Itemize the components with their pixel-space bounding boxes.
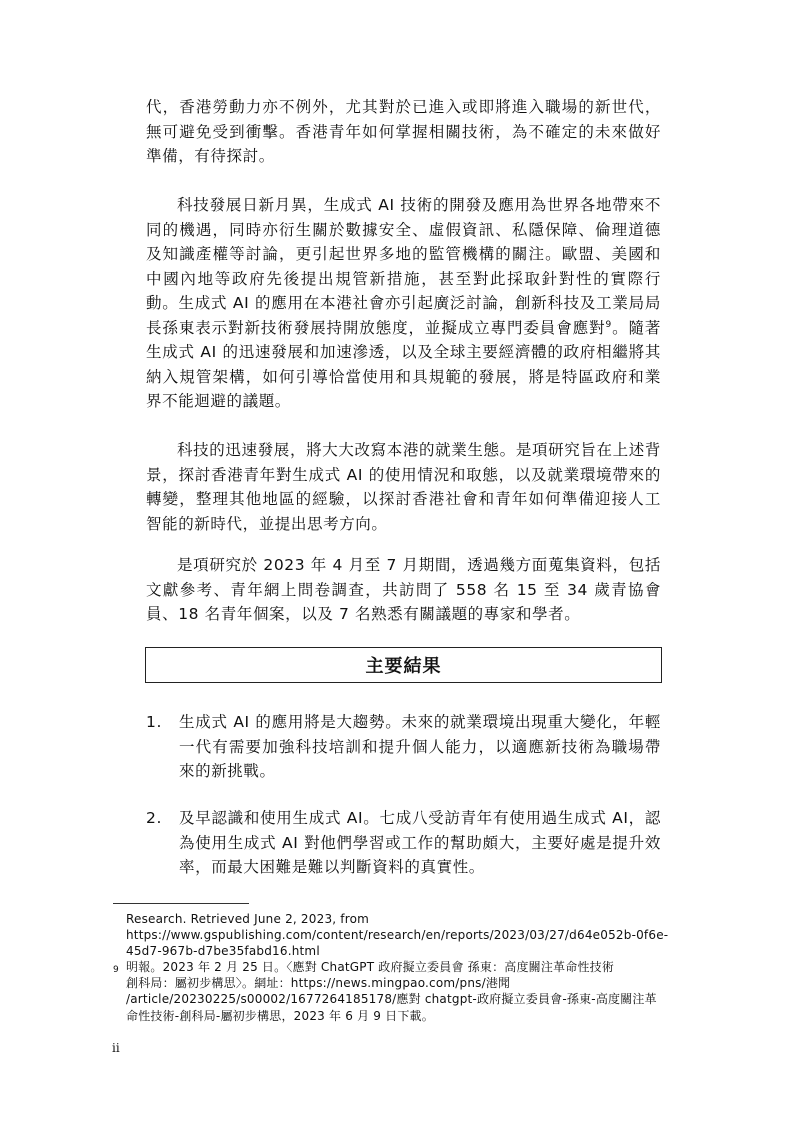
paragraph-3: 科技的迅速發展，將大大改寫本港的就業生態。是項研究旨在上述背景，探討香港青年對生成式 AI 的使用情況和取態，以及就業環境帶來的轉變，整理其他地區的經驗，以探討香港社會和青年如何準備迎接人工智能的新時代，並提出思考方向。: [146, 441, 661, 533]
footnote-9-number: 9: [113, 965, 119, 975]
footnote-line: Research. Retrieved June 2, 2023, from: [126, 912, 370, 926]
paragraph-2: [146, 193, 661, 414]
footnote-ref-9[interactable]: 9: [605, 319, 612, 330]
finding-text: 及早認識和使用生成式 AI。七成八受訪青年有使用過生成式 AI，認為使用生成式 AI 對他們學習或工作的幫助頗大，主要好處是提升效率，而最大困難是難以判斷資料的真實性。: [179, 809, 661, 876]
paragraph-2-text: 科技發展日新月異，生成式 AI 技術的開發及應用為世界各地帶來不同的機遇，同時亦衍生關於數據安全、虛假資訊、私隱保障、倫理道德及知識產權等討論，更引起世界多地的監管機構的關注。歐盟、美國和中國內地等政府先後提出規管新措施，甚至對此採取針對性的實際行動。生成式 AI 的應用在本港社會亦引起廣泛討論，創新科技及工業局局長孫東表示對新技術發展持開放態度，並擬成立專門委員會應對: [146, 196, 661, 337]
finding-item-1: [146, 710, 661, 784]
paragraph-4: 是項研究於 2023 年 4 月至 7 月期間，透過幾方面蒐集資料，包括文獻參考、青年網上問卷調查，共訪問了 558 名 15 至 34 歲青協會員、18 名青年個案，以及 7 名熟悉有關議題的專家和學者。: [146, 556, 661, 623]
footnote-continued: [126, 911, 669, 960]
footnote-divider: [113, 903, 249, 904]
finding-number: 1.: [146, 713, 162, 731]
finding-item-2: [146, 806, 661, 880]
section-heading: 主要結果: [365, 656, 442, 677]
footnote-line: 明報。2023 年 2 月 25 日。〈應對 ChatGPT 政府擬立委員會 孫東：高度關注革命性技術: [126, 960, 615, 974]
page-number: ii: [112, 1041, 120, 1055]
footnote-9: [126, 959, 666, 1024]
footnote-line: 命性技術-創科局-屬初步構思，2023 年 6 月 9 日下載。: [126, 1008, 434, 1023]
footnote-link[interactable]: /article/20230225/s00002/1677264185178/應對 chatgpt-政府擬立委員會-孫東-高度關注革: [126, 992, 657, 1007]
finding-text: 生成式 AI 的應用將是大趨勢。未來的就業環境出現重大變化，年輕一代有需要加強科技培訓和提升個人能力，以適應新技術為職場帶來的新挑戰。: [179, 713, 661, 780]
footnote-link[interactable]: 創科局：屬初步構思〉。網址：https://news.mingpao.com/pns/港聞: [126, 976, 511, 991]
footnote-link[interactable]: https://www.gspublishing.com/content/research/en/reports/2023/03/27/d64e052b-0f6e-: [126, 928, 669, 943]
finding-number: 2.: [146, 809, 162, 827]
footnote-link[interactable]: 45d7-967b-d7be35fabd16.html: [126, 944, 320, 959]
paragraph-1: 代，香港勞動力亦不例外，尤其對於已進入或即將進入職場的新世代，無可避免受到衝擊。香港青年如何掌握相關技術，為不確定的未來做好準備，有待探討。: [146, 98, 661, 165]
section-heading-box: [145, 647, 662, 683]
paragraph-2-text-cont: 。隨著生成式 AI 的迅速發展和加速滲透，以及全球主要經濟體的政府相繼將其納入規管架構，如何引導恰當使用和具規範的發展，將是特區政府和業界不能迴避的議題。: [146, 318, 661, 410]
